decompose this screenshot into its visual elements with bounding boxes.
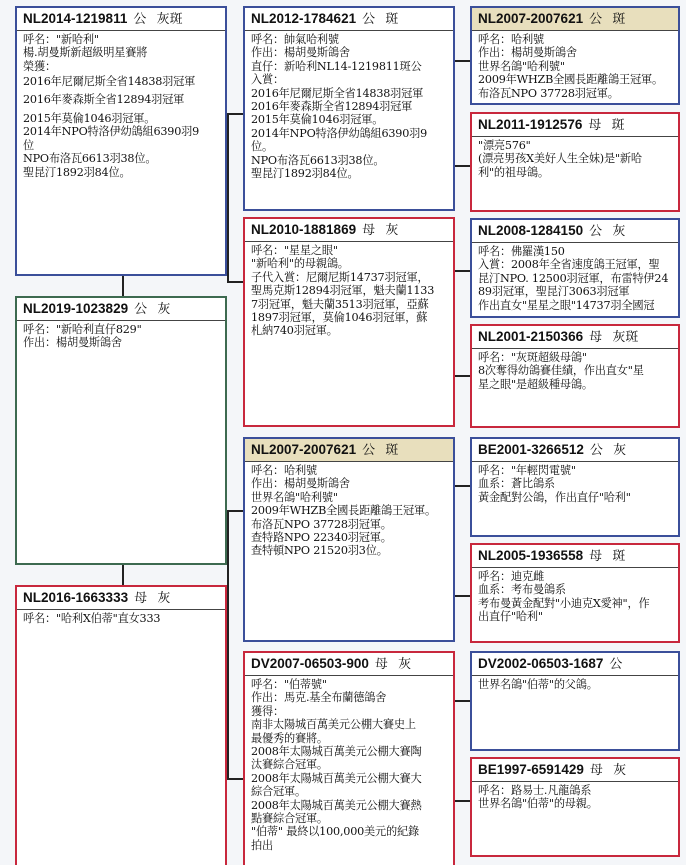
pedigree-card-great-grandsire	[470, 6, 680, 105]
card-line: 2009年WHZB全國長距離鴿王冠軍。	[478, 73, 663, 87]
pedigree-card-dam	[15, 585, 227, 865]
card-header	[17, 298, 225, 321]
ring-number: NL2007-2007621	[478, 11, 584, 26]
connector-line	[227, 113, 243, 115]
card-line: 作出：楊胡曼斯鴿舍	[251, 477, 350, 491]
color-label: 灰	[613, 443, 627, 458]
card-header	[472, 759, 678, 782]
color-label: 灰斑	[156, 12, 183, 27]
connector-line	[227, 778, 243, 780]
connector-line	[455, 700, 470, 702]
connector-line	[455, 800, 470, 802]
sex-label: 公	[362, 443, 376, 458]
card-line: 黃金配對公鴿，作出直仔"哈利"	[478, 490, 631, 504]
card-header	[472, 545, 678, 568]
card-line: 子代入賞：尼爾尼斯14737羽冠軍，	[251, 270, 429, 284]
connector-line	[455, 485, 470, 487]
card-line: 利"的祖母鴿。	[478, 165, 549, 179]
pedigree-card-sire	[15, 6, 227, 276]
card-line: 2016年麥森斯全省12894羽冠軍	[23, 92, 185, 106]
pedigree-card-granddam	[243, 651, 455, 865]
color-label: 灰	[385, 223, 399, 238]
ring-number: NL2012-1784621	[251, 11, 357, 26]
card-line: 呼名："新哈利"	[23, 33, 99, 46]
connector-line	[227, 510, 243, 512]
card-header	[472, 653, 678, 676]
card-line: 作出直女"星星之眼"14737羽全國冠	[478, 298, 655, 312]
card-line: 昆汀NPO. 12500羽冠軍，布雷特伊24	[478, 271, 669, 285]
ring-number: DV2007-06503-900	[251, 656, 369, 671]
card-line: 呼名："新哈利直仔829"	[23, 323, 142, 336]
connector-line	[455, 595, 470, 597]
color-label: 斑	[385, 12, 399, 27]
card-line: 呼名：哈利號	[251, 464, 317, 477]
card-line: 2016年尼爾尼斯全省14838羽冠軍	[251, 86, 424, 100]
connector-line	[122, 276, 124, 296]
card-line: NPO布洛瓦6613羽38位。	[251, 153, 385, 167]
color-label: 灰斑	[612, 330, 639, 345]
card-line: 呼名：帥氣哈利號	[251, 33, 339, 46]
card-line: 札納740羽冠軍。	[251, 324, 338, 338]
connector-line	[455, 375, 470, 377]
color-label: 灰	[157, 591, 171, 606]
card-line: 2008年太陽城百萬美元公棚大賽陶	[251, 745, 422, 759]
card-header	[245, 653, 453, 676]
card-line: 2016年麥森斯全省12894羽冠軍	[251, 100, 413, 114]
card-line: NPO布洛瓦6613羽38位。	[23, 152, 157, 166]
card-line: 2016年尼爾尼斯全省14838羽冠軍	[23, 75, 196, 89]
sex-label: 母	[134, 591, 148, 606]
ring-number: NL2010-1881869	[251, 222, 357, 237]
sex-label: 公	[589, 443, 603, 458]
card-line: 作出：楊胡曼斯鴿舍	[478, 46, 577, 60]
ring-number: NL2019-1023829	[23, 301, 129, 316]
ring-number: NL2011-1912576	[478, 117, 583, 132]
ring-number: NL2008-1284150	[478, 223, 584, 238]
sex-label: 公	[133, 12, 147, 27]
card-line: 位	[23, 138, 34, 152]
card-line: 8次奪得幼鴿賽佳績，作出直女"星	[478, 364, 644, 378]
card-line: 綜合冠軍。	[251, 785, 306, 799]
card-line: 7羽冠軍，魁夫蘭3513羽冠軍，亞蘇	[251, 297, 429, 311]
card-header	[472, 8, 678, 31]
color-label: 斑	[612, 549, 626, 564]
card-line: 世界名鴿"伯蒂"的父鴿。	[478, 678, 598, 691]
pedigree-card-great-grandsire	[470, 437, 680, 537]
card-line: 聖馬克斯12894羽冠軍，魁夫蘭1133	[251, 284, 435, 298]
card-line: 聖昆汀1892羽84位。	[251, 167, 359, 181]
card-line: 世界名鴿"伯蒂"的母親。	[478, 797, 598, 811]
sex-label: 母	[589, 330, 603, 345]
pedigree-card-grandsire	[243, 6, 455, 211]
card-line: 最優秀的賽將。	[251, 731, 328, 745]
sex-label: 母	[374, 657, 388, 672]
card-line: 榮獲：	[23, 59, 56, 73]
connector-line	[455, 270, 470, 272]
card-line: "漂亮576"	[478, 139, 531, 152]
ring-number: NL2001-2150366	[478, 329, 584, 344]
pedigree-card-great-granddam	[470, 112, 680, 212]
ring-number: DV2002-06503-1687	[478, 656, 604, 671]
card-line: 血系：考布曼鴿系	[478, 583, 566, 597]
card-header	[245, 439, 453, 462]
card-line: 呼名：迪克雌	[478, 570, 544, 583]
pedigree-card-grandsire	[243, 437, 455, 642]
card-line: 考布曼黃金配對"小迪克X愛神"，作	[478, 596, 650, 610]
pedigree-card-great-grandsire	[470, 651, 680, 751]
card-line: 位。	[251, 140, 273, 154]
card-line: "新哈利"的母親鴿。	[251, 257, 349, 271]
sex-label: 公	[362, 12, 376, 27]
ring-number: BE2001-3266512	[478, 442, 584, 457]
card-line: 入賞：2008年全省速度鴿王冠軍，聖	[478, 258, 660, 272]
connector-line	[455, 165, 470, 167]
sex-label: 母	[589, 549, 603, 564]
card-line: 楊.胡曼斯新超級明星賽將	[23, 46, 148, 60]
sex-label: 公	[589, 12, 603, 27]
card-line: 血系：蒼比鴿系	[478, 477, 555, 491]
card-line: 直仔：新哈利NL14-1219811斑公	[251, 59, 422, 73]
card-line: 星之眼"是超級種母鴿。	[478, 377, 593, 391]
color-label: 斑	[385, 443, 399, 458]
card-line: 獲得：	[251, 704, 284, 718]
card-header	[472, 439, 678, 462]
card-header	[245, 8, 453, 31]
card-line: 查特路NPO 22340羽冠軍。	[251, 531, 392, 545]
card-line: 出直仔"哈利"	[478, 610, 543, 624]
pedigree-card-granddam	[243, 217, 455, 427]
card-line: 呼名：路易士.凡龍鴿系	[478, 784, 592, 797]
ring-number: NL2016-1663333	[23, 590, 129, 605]
pedigree-card-subject	[15, 296, 227, 565]
pedigree-card-great-granddam	[470, 757, 680, 857]
sex-label: 母	[362, 223, 376, 238]
connector-line	[122, 565, 124, 585]
card-line: 查特頓NPO 21520羽3位。	[251, 544, 388, 558]
card-header	[472, 114, 678, 137]
card-line: 世界名鴿"哈利號"	[478, 59, 565, 73]
card-line: 呼名：佛羅漢150	[478, 245, 565, 258]
card-line: 聖昆汀1892羽84位。	[23, 165, 131, 179]
card-line: 入賞：	[251, 73, 284, 87]
connector-line	[227, 510, 229, 778]
connector-line	[455, 60, 470, 62]
card-line: 世界名鴿"哈利號"	[251, 490, 338, 504]
connector-line	[227, 281, 243, 283]
sex-label: 母	[588, 118, 602, 133]
card-line: 呼名："星星之眼"	[251, 244, 338, 257]
color-label: 灰	[613, 763, 627, 778]
sex-label: 公	[589, 224, 603, 239]
color-label: 灰	[157, 302, 171, 317]
card-line: 拍出	[251, 838, 273, 852]
pedigree-card-great-granddam	[470, 324, 680, 428]
card-line: 2008年太陽城百萬美元公棚大賽熱	[251, 798, 422, 812]
card-line: 呼名："伯蒂號"	[251, 678, 327, 691]
card-header	[245, 219, 453, 242]
card-line: 南非太陽城百萬美元公棚大賽史上	[251, 718, 416, 732]
ring-number: NL2014-1219811	[23, 11, 128, 26]
color-label: 灰	[398, 657, 412, 672]
card-line: 2008年太陽城百萬美元公棚大賽大	[251, 771, 422, 785]
card-header	[17, 8, 225, 31]
card-header	[472, 326, 678, 349]
card-line: 2009年WHZB全國長距離鴿王冠軍。	[251, 504, 436, 518]
card-line: 1897羽冠軍，莫倫1046羽冠軍，蘇	[251, 311, 428, 325]
pedigree-card-great-grandsire	[470, 218, 680, 318]
card-line: 2015年莫倫1046羽冠軍。	[251, 113, 384, 127]
color-label: 斑	[612, 12, 626, 27]
sex-label: 母	[589, 763, 603, 778]
ring-number: NL2007-2007621	[251, 442, 357, 457]
card-line: 呼名："灰斑超級母鴿"	[478, 351, 587, 364]
card-line: 2015年莫倫1046羽冠軍。	[23, 112, 156, 126]
ring-number: BE1997-6591429	[478, 762, 584, 777]
card-line: 布洛瓦NPO 37728羽冠軍。	[478, 86, 619, 100]
card-line: 89羽冠軍，聖昆汀3063羽冠軍	[478, 285, 630, 299]
card-line: 作出：馬克.基全布蘭德鴿舍	[251, 691, 387, 705]
card-line: 呼名："哈利X伯蒂"直女333	[23, 612, 161, 625]
card-line: 布洛瓦NPO 37728羽冠軍。	[251, 517, 392, 531]
sex-label: 公	[134, 302, 148, 317]
card-line: 呼名："年輕閃電號"	[478, 464, 576, 477]
connector-line	[227, 113, 229, 281]
card-line: (漂亮男孩X美好人生全妹)是"新哈	[478, 152, 642, 166]
card-header	[17, 587, 225, 610]
card-line: 2014年NPO特洛伊幼鴿組6390羽9	[251, 126, 428, 140]
card-line: "伯蒂" 最終以100,000美元的紀錄	[251, 825, 419, 839]
color-label: 斑	[611, 118, 625, 133]
ring-number: NL2005-1936558	[478, 548, 584, 563]
card-line: 點賽綜合冠軍。	[251, 812, 328, 826]
pedigree-card-great-granddam	[470, 543, 680, 643]
card-line: 2014年NPO特洛伊幼鴿組6390羽9	[23, 125, 200, 139]
card-line: 作出：楊胡曼斯鴿舍	[23, 336, 122, 350]
card-line: 作出：楊胡曼斯鴿舍	[251, 46, 350, 60]
card-line: 呼名：哈利號	[478, 33, 544, 46]
card-header	[472, 220, 678, 243]
color-label: 灰	[612, 224, 626, 239]
card-line: 汰賽綜合冠軍。	[251, 758, 328, 772]
sex-label: 公	[609, 657, 623, 672]
